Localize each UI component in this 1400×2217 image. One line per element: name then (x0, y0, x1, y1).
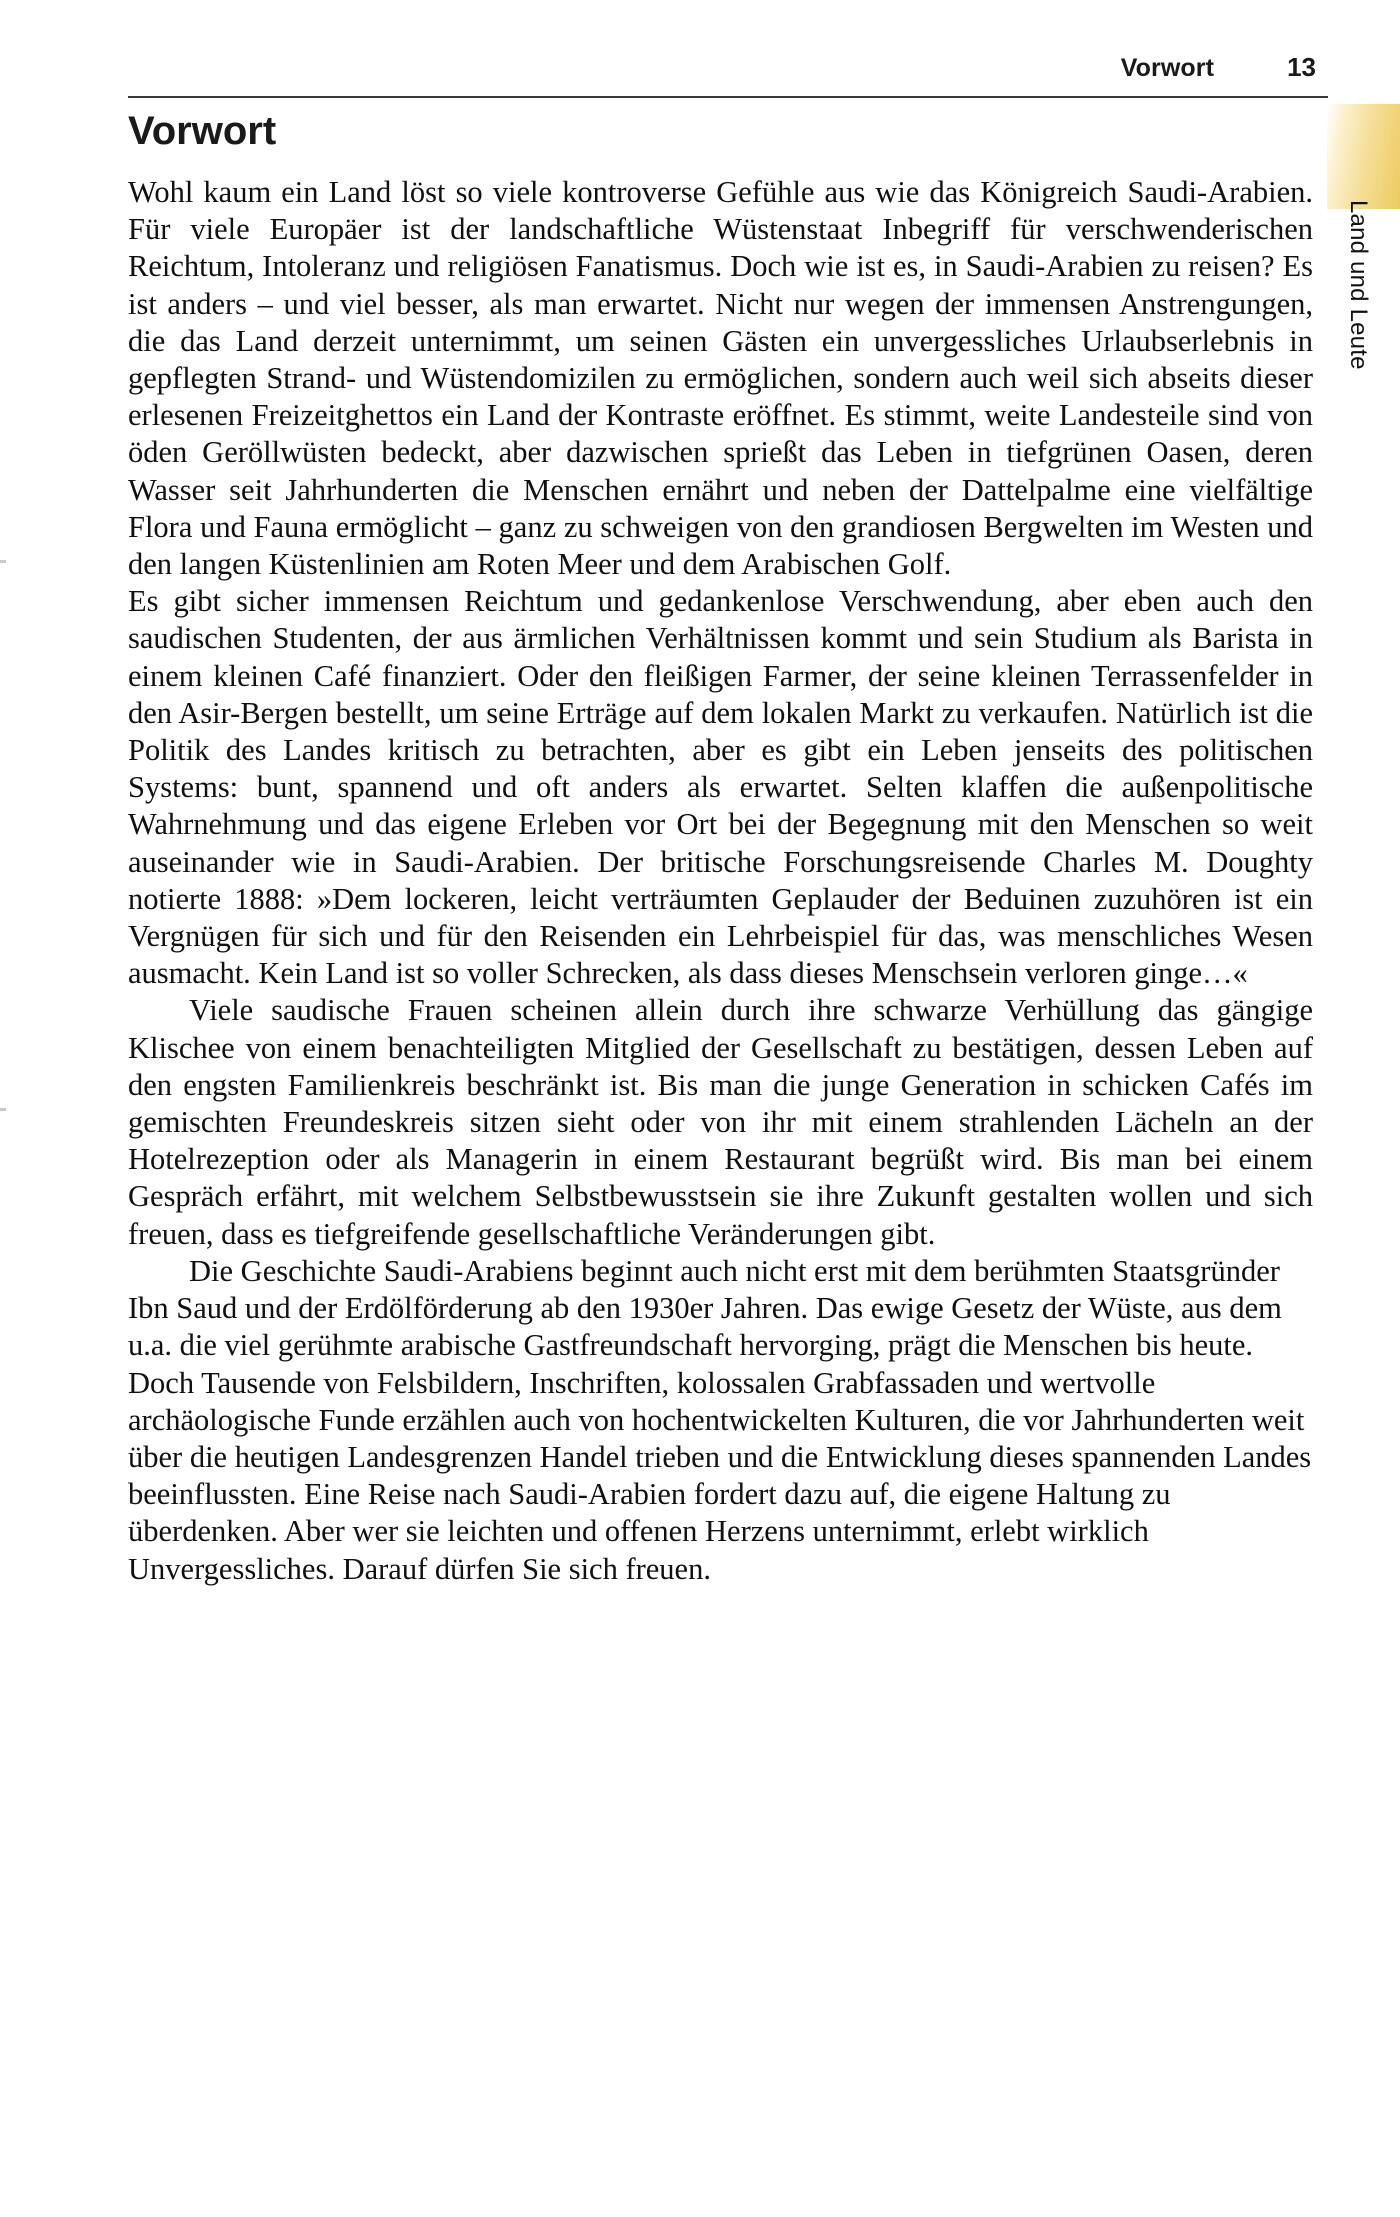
page-title: Vorwort (128, 109, 277, 153)
running-header (128, 52, 1328, 98)
page-content (128, 110, 1313, 1588)
chapter-thumb-tab-label: Land und Leute (1345, 200, 1372, 370)
header-rule (128, 96, 1328, 98)
paragraph: Viele saudische Frauen scheinen allein durch ihre schwarze Verhüllung das gängige Klischee von einem benachteiligten Mitglied der Gesellschaft zu bestätigen, dessen Leben auf den engsten Familienkreis beschränkt ist. Bis man die junge Generation in schicken Cafés im gemischten Freundeskreis sitzen sieht oder von ihr mit einem strahlenden Lächeln an der Hotelrezeption oder als Managerin in einem Restaurant begrüßt wird. Bis man bei einem Gespräch erfährt, mit welchem Selbstbewusstsein sie ihre Zukunft gestalten wollen und sich freuen, dass es tiefgreifende gesellschaftliche Veränderungen gibt. (128, 993, 1313, 1251)
crop-mark-lower (0, 1108, 6, 1111)
paragraph: Es gibt sicher immensen Reichtum und gedankenlose Verschwendung, aber eben auch den saudischen Studenten, der aus ärmlichen Verhältnissen kommt und sein Studium als Barista in einem kleinen Café finanziert. Oder den fleißigen Farmer, der seine kleinen Terrassenfelder in den Asir-Bergen bestellt, um seine Erträge auf dem lokalen Markt zu verkaufen. Natürlich ist die Politik des Landes kritisch zu betrachten, aber es gibt ein Leben jenseits des politischen Systems: bunt, spannend und oft anders als erwartet. Selten klaffen die außenpolitische Wahrnehmung und das eigene Erleben vor Ort bei der Begegnung mit den Menschen so weit auseinander wie in Saudi-Arabien. Der britische Forschungsreisende Charles M. Doughty notierte 1888: »Dem lockeren, leicht verträumten Geplauder der Beduinen zuzuhören ist ein Vergnügen für sich und für den Reisenden ein Lehrbeispiel für das, was menschliches Wesen ausmacht. Kein Land ist so voller Schrecken, als dass dieses Menschsein verloren ginge…« (128, 584, 1313, 991)
chapter-thumb-tab (1327, 104, 1400, 209)
paragraph: Die Geschichte Saudi-Arabiens beginnt auch nicht erst mit dem berühmten Staatsgründer Ibn Saud und der Erdölförderung ab den 1930er Jahren. Das ewige Gesetz der Wüste, aus dem u.a. die viel gerühmte arabische Gastfreundschaft hervorging, prägt die Menschen bis heute. Doch Tausende von Felsbildern, Inschriften, kolossalen Grabfassaden und wertvolle archäologische Funde erzählen auch von hochentwickelten Kulturen, die vor Jahrhunderten weit über die heutigen Landesgrenzen Handel trieben und die Entwicklung dieses spannenden Landes beeinflussten. Eine Reise nach Saudi-Arabien fordert dazu auf, die eigene Haltung zu überdenken. Aber wer sie leichten und offenen Herzens unternimmt, erlebt wirklich Unvergessliches. Darauf dürfen Sie sich freuen. (128, 1253, 1312, 1586)
running-header-title: Vorwort (1120, 54, 1214, 82)
crop-mark-upper (0, 560, 6, 563)
page-number: 13 (1287, 52, 1316, 82)
paragraph: Wohl kaum ein Land löst so viele kontroverse Gefühle aus wie das Königreich Saudi-Arabien. Für viele Europäer ist der landschaftliche Wüstenstaat Inbegriff für verschwenderischen Reichtum, Intoleranz und religiösen Fanatismus. Doch wie ist es, in Saudi-Arabien zu reisen? Es ist anders – und viel besser, als man erwartet. Nicht nur wegen der immensen Anstrengungen, die das Land derzeit unternimmt, um seinen Gästen ein unvergessliches Urlaubserlebnis in gepflegten Strand- und Wüstendomizilen zu ermöglichen, sondern auch weil sich abseits dieser erlesenen Freizeitghettos ein Land der Kontraste eröffnet. Es stimmt, weite Landesteile sind von öden Geröllwüsten bedeckt, aber dazwischen sprießt das Leben in tiefgrünen Oasen, deren Wasser seit Jahrhunderten die Menschen ernährt und neben der Dattelpalme eine vielfältige Flora und Fauna ermöglicht – ganz zu schweigen von den grandiosen Bergwelten im Westen und den langen Küstenlinien am Roten Meer und dem Arabischen Golf. (128, 175, 1313, 582)
body-copy (128, 174, 1313, 1588)
